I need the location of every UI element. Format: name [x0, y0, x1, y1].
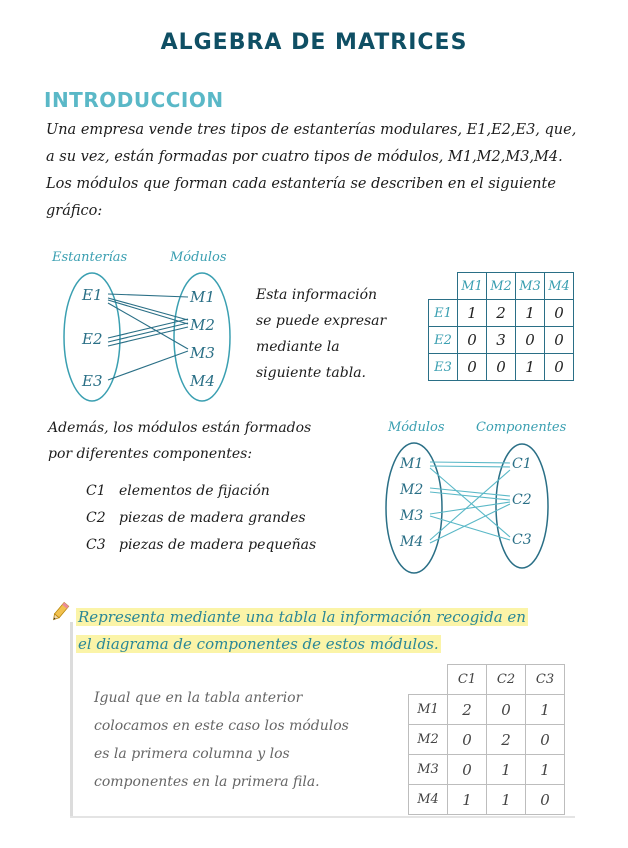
diagram2-left-label: Módulos [388, 420, 445, 435]
node-e1: E1 [82, 286, 103, 304]
node-m1: M1 [190, 288, 215, 306]
t1-col-header: M4 [545, 273, 574, 300]
answer-line-4: componentes en la primera fila. [94, 774, 320, 790]
table-row [429, 327, 574, 354]
component-desc: piezas de madera pequeñas [118, 537, 317, 553]
t1-cell: 0 [545, 327, 574, 354]
t1-cell: 0 [458, 327, 487, 354]
components-intro-1: Además, los módulos están formados [48, 420, 312, 436]
pencil-icon [48, 600, 72, 624]
node-c3: C3 [512, 532, 532, 548]
node-c1: C1 [512, 456, 532, 472]
t1-row-header: E2 [429, 327, 458, 354]
t2-cell: 0 [448, 725, 487, 755]
table-row [409, 755, 565, 785]
component-code: C3 [86, 537, 106, 553]
table-row [409, 725, 565, 755]
node-m4: M4 [190, 372, 215, 390]
side-text-2: se puede expresar [256, 313, 387, 329]
component-desc: elementos de fijación [118, 483, 270, 499]
t2-cell: 2 [448, 695, 487, 725]
diagram1-left-label: Estanterías [52, 250, 128, 265]
intro-line-3: Los módulos que forman cada estantería se describen en el siguiente [46, 176, 556, 192]
modules-components-diagram [380, 410, 580, 580]
t1-cell: 2 [487, 300, 516, 327]
t1-cell: 0 [516, 327, 545, 354]
t2-col-header: C2 [487, 665, 526, 695]
exercise-left-rule [70, 622, 73, 818]
t2-col-header: C1 [448, 665, 487, 695]
shelves-modules-diagram [40, 240, 250, 405]
section-heading: INTRODUCCION [44, 88, 224, 112]
intro-line-1: Una empresa vende tres tipos de estanterías modulares, E1,E2,E3, que, [46, 122, 577, 138]
diagram2-right-label: Componentes [476, 420, 567, 435]
t1-cell: 1 [516, 354, 545, 381]
t2-cell: 0 [526, 785, 565, 815]
component-item [86, 537, 316, 553]
node-m4: M4 [400, 534, 424, 550]
task-line-1-text: Representa mediante una tabla la información recogida en [78, 608, 526, 626]
t2-cell: 1 [448, 785, 487, 815]
answer-line-2: colocamos en este caso los módulos [94, 718, 349, 734]
t2-col-header: C3 [526, 665, 565, 695]
t1-cell: 0 [545, 354, 574, 381]
node-c2: C2 [512, 492, 532, 508]
answer-line-3: es la primera columna y los [94, 746, 290, 762]
component-code: C1 [86, 483, 106, 499]
node-m2: M2 [400, 482, 424, 498]
node-m1: M1 [400, 456, 424, 472]
table-row [429, 300, 574, 327]
t2-cell: 1 [487, 785, 526, 815]
t1-row-header: E3 [429, 354, 458, 381]
table-row [409, 785, 565, 815]
task-line-2 [76, 635, 441, 653]
t2-row-header: M4 [409, 785, 448, 815]
t2-row-header: M1 [409, 695, 448, 725]
intro-line-2: a su vez, están formadas por cuatro tipos de módulos, M1,M2,M3,M4. [46, 149, 563, 165]
t2-cell: 1 [526, 755, 565, 785]
t2-cell: 0 [448, 755, 487, 785]
diagram1-right-label: Módulos [170, 250, 227, 265]
task-line-1 [76, 608, 528, 626]
t2-row-header: M3 [409, 755, 448, 785]
exercise-bottom-rule [70, 816, 575, 818]
node-e3: E3 [82, 372, 103, 390]
t1-cell: 0 [458, 354, 487, 381]
node-m3: M3 [400, 508, 424, 524]
t1-col-header: M3 [516, 273, 545, 300]
t2-row-header: M2 [409, 725, 448, 755]
t1-cell: 0 [545, 300, 574, 327]
t2-cell: 1 [487, 755, 526, 785]
side-text-4: siguiente tabla. [256, 365, 366, 381]
t1-row-header: E1 [429, 300, 458, 327]
component-item [86, 483, 270, 499]
table-row [429, 354, 574, 381]
t1-col-header: M1 [458, 273, 487, 300]
table-row [409, 695, 565, 725]
answer-line-1: Igual que en la tabla anterior [94, 690, 303, 706]
components-intro-2: por diferentes componentes: [48, 446, 253, 462]
t2-cell: 2 [487, 725, 526, 755]
page-title: ALGEBRA DE MATRICES [160, 30, 468, 55]
t2-cell: 1 [526, 695, 565, 725]
modules-components-table [408, 664, 565, 815]
component-code: C2 [86, 510, 106, 526]
t1-col-header: M2 [487, 273, 516, 300]
side-text-3: mediante la [256, 339, 340, 355]
side-text-1: Esta información [256, 287, 378, 303]
shelves-table [428, 272, 574, 381]
component-item [86, 510, 306, 526]
t1-cell: 3 [487, 327, 516, 354]
component-desc: piezas de madera grandes [118, 510, 306, 526]
node-m3: M3 [190, 344, 215, 362]
task-line-2-text: el diagrama de componentes de estos módulos. [78, 635, 439, 653]
t1-cell: 1 [516, 300, 545, 327]
t2-cell: 0 [487, 695, 526, 725]
node-m2: M2 [190, 316, 215, 334]
t1-cell: 0 [487, 354, 516, 381]
t2-cell: 0 [526, 725, 565, 755]
node-e2: E2 [82, 330, 103, 348]
intro-line-4: gráfico: [46, 203, 103, 219]
t1-cell: 1 [458, 300, 487, 327]
